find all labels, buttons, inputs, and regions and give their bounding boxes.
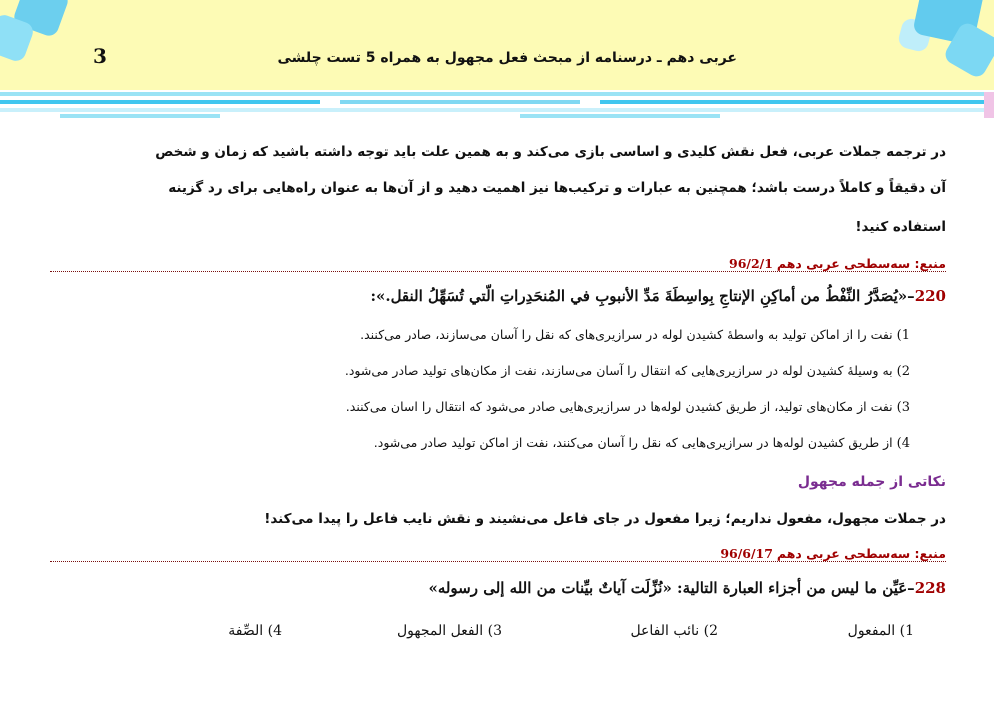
question-220 — [50, 287, 946, 305]
page-header — [0, 0, 994, 90]
option-2[interactable] — [50, 363, 910, 379]
document-body — [0, 120, 994, 703]
option-text: المفعول — [847, 623, 896, 639]
page-title: عربی دهم ـ درسنامه از مبحث فعل مجهول به همراه 5 تست چلشی — [277, 50, 737, 66]
option-1[interactable] — [50, 327, 910, 343]
intro-line-1: در ترجمه جملات عربی، فعل نقش کلیدی و اساسی بازی می‌کند و به همین علت باید توجه داشته باشید که زمان و شخص — [155, 144, 946, 160]
option-3[interactable] — [50, 399, 910, 415]
question-text: –«يُصَدَّرُ النِّفْطُ من أماكِنِ الإنتاجِ بِواسِطَةَ مَدِّ الأنبوبِ في المُنحَدِراتِ الّتي تُسَهِّلُ النقل.»: — [370, 287, 915, 305]
answer-option-1[interactable] — [848, 623, 914, 639]
option-text: الفعل المجهول — [396, 623, 484, 639]
question-number: 220 — [914, 287, 946, 305]
option-number: 1) — [896, 328, 910, 343]
source-label: منبع: سه‌سطحی عربی دهم — [776, 546, 946, 561]
answer-option-4[interactable] — [228, 623, 282, 639]
option-text: نفت از مکان‌های تولید، از طریق کشیدن لوله‌ها در سرازیری‌هایی صادر می‌شود که انتقال را اسان می‌کنند. — [345, 399, 893, 414]
question-228 — [50, 579, 946, 597]
option-number: 2) — [703, 623, 718, 639]
option-number: 4) — [896, 436, 910, 451]
source-line-220 — [50, 256, 946, 271]
source-label: منبع: سه‌سطحی عربی دهم — [776, 256, 946, 271]
option-number: 3) — [487, 623, 502, 639]
intro-line-3: استفاده کنید! — [855, 219, 946, 235]
dotted-divider — [50, 561, 946, 562]
option-number: 1) — [899, 623, 914, 639]
answer-option-3[interactable] — [397, 623, 502, 639]
question-text: –عَيِّن ما ليس من أجزاء العبارة التالية: «نُزِّلَت آياتٌ بيِّنات من الله إلى رسوله» — [428, 579, 915, 597]
source-line-228 — [50, 546, 946, 561]
option-text: نفت را از اماکن تولید به واسطهٔ کشیدن لوله در سرازیری‌های که نقل را آسان می‌سازند، صادر می‌کنند. — [360, 327, 893, 342]
question-number: 228 — [914, 579, 946, 597]
option-text: از طریق کشیدن لوله‌ها در سرازیری‌هایی که نقل را آسان می‌کنند، نفت از اماکن تولید صادر می‌شود. — [373, 435, 893, 450]
intro-line-2: آن دقیقاً و کاملاً درست باشد؛ همچنین به عبارات و ترکیب‌ها نیز اهمیت دهید و از آن‌ها به عنوان راه‌هایی برای رد گزینه — [168, 180, 946, 196]
option-text: نائب الفاعل — [630, 623, 700, 639]
dotted-divider — [50, 271, 946, 272]
option-text: الصِّفة — [228, 623, 264, 639]
option-number: 4) — [267, 623, 282, 639]
option-number: 3) — [896, 400, 910, 415]
option-number: 2) — [896, 364, 910, 379]
note-title: نکاتی از جمله مجهول — [797, 474, 946, 490]
decor-stripes — [0, 90, 994, 120]
answer-option-2[interactable] — [630, 623, 718, 639]
source-date: 96/2/1 — [729, 256, 773, 271]
option-text: به وسیلهٔ کشیدن لوله در سرازیری‌هایی که انتقال را آسان می‌سازند، نفت از مکان‌های تولید صادر می‌شود. — [344, 363, 893, 378]
note-text: در جملات مجهول، مفعول نداریم؛ زیرا مفعول در جای فاعل می‌نشیند و نقش نایب فاعل را پیدا می‌کند! — [264, 511, 946, 527]
page-number: 3 — [93, 44, 107, 68]
option-4[interactable] — [50, 435, 910, 451]
source-date: 96/6/17 — [720, 546, 773, 561]
